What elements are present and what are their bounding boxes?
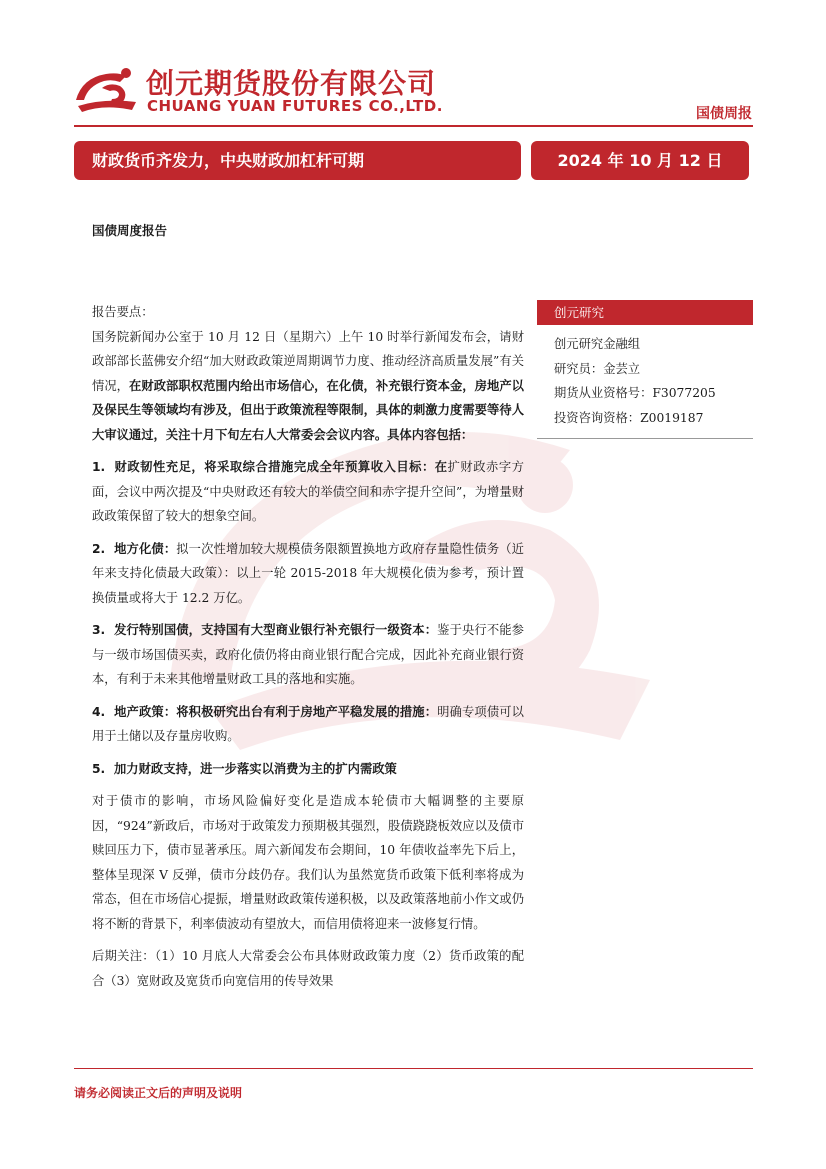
point-item [92, 455, 524, 529]
sidebar-heading: 创元研究 [537, 300, 753, 325]
market-impact-paragraph: 对于债市的影响，市场风险偏好变化是造成本轮债市大幅调整的主要原因，“924”新政后，市场对于政策发力预期极其强烈，股债跷跷板效应以及债市赎回压力下，债市显著承压。周六新闻发布会期间，10 年债收益率先下后上，整体呈现深 V 反弹，债市分歧仍存。我们认为虽然宽货币政策下低利率将成为常态，但在市场信心提振，增量财政政策传递积极，以及政策落地前小作文或仍将不断的背景下，利率债波动有望放大，而信用债将迎来一波修复行情。 [92, 794, 524, 931]
chuangyuan-logo-icon [74, 66, 138, 112]
sidebar-divider [537, 438, 753, 439]
point-item [92, 700, 524, 749]
point-heading: 财政韧性充足，将采取综合措施完成全年预算收入目标： [114, 459, 435, 474]
report-title: 财政货币齐发力，中央财政加杠杆可期 [74, 141, 521, 180]
point-item [92, 537, 524, 611]
point-item [92, 757, 524, 782]
company-name-en: CHUANG YUAN FUTURES CO.,LTD. [147, 97, 443, 115]
point-text: 扩财政赤字方面，会议中两次提及“中央财政还有较大的举债空间和赤字提升空间”，为增量财政政策保留了较大的想象空间。 [92, 460, 524, 523]
summary-heading: 报告要点： [92, 305, 154, 319]
point-heading: 地方化债： [114, 540, 177, 556]
report-body [92, 300, 524, 993]
report-type-label: 国债周度报告 [92, 223, 168, 238]
futures-license: 期货从业资格号：F3077205 [554, 386, 716, 400]
intro-paragraph [92, 325, 524, 448]
advisory-license: 投资咨询资格：Z0019187 [554, 410, 704, 425]
analyst-name: 研究员：金芸立 [554, 361, 641, 376]
analyst-team: 创元研究金融组 [554, 337, 641, 351]
analyst-info [537, 332, 753, 430]
footer-disclaimer: 请务必阅读正文后的声明及说明 [74, 1086, 243, 1100]
footer-divider [74, 1068, 753, 1069]
point-number: 1. [92, 460, 106, 474]
point-number: 2. [92, 541, 106, 556]
header-divider [74, 125, 753, 127]
point-text: 拟一次性增加较大规模债务限额置换地方政府存量隐性债务（近年来支持化债最大政策）：以上一轮 2015-2018 年大规模化债为参考，预计置换债量或将大于 12.2 万亿。 [92, 541, 524, 605]
intro-emphasis: 在财政部职权范围内给出市场信心，在化债，补充银行资本金，房地产以及保民生等领域均有涉及，但出于政策流程等限制，具体的刺激力度需要等待人大审议通过，关注十月下旬左右人大常委会会议内容。具体内容包括： [92, 377, 524, 442]
report-date: 2024 年 10 月 12 日 [531, 141, 749, 180]
point-text: 鉴于央行不能参与一级市场国债买卖，政府化债仍将由商业银行配合完成，因此补充商业银行资本，有利于未来其他增量财政工具的落地和实施。 [92, 623, 524, 686]
report-series-tag: 国债周报 [696, 106, 752, 122]
point-heading: 加力财政支持，进一步落实以消费为主的扩内需政策 [114, 760, 397, 776]
point-heading: 地产政策：将积极研究出台有利于房地产平稳发展的措施： [114, 703, 438, 719]
point-heading: 发行特别国债，支持国有大型商业银行补充银行一级资本： [114, 622, 438, 637]
point-number: 3. [92, 623, 106, 637]
follow-up-paragraph: 后期关注：（1）10 月底人大常委会公布具体财政政策力度（2）货币政策的配合（3）宽财政及宽货币向宽信用的传导效果 [92, 949, 524, 988]
point-item [92, 618, 524, 692]
point-text: 明确专项债可以用于土储以及存量房收购。 [92, 704, 524, 743]
intro-text: 国务院新闻办公室于 10 月 12 日（星期六）上午 10 时举行新闻发布会，请财政部部长蓝佛安介绍“加大财政政策逆周期调节力度、推动经济高质量发展”有关情况， [92, 329, 524, 393]
company-name-cn: 创元期货股份有限公司 [146, 67, 437, 100]
point-number: 4. [92, 704, 106, 719]
point-lead: 在 [434, 459, 448, 474]
point-number: 5. [92, 761, 106, 776]
